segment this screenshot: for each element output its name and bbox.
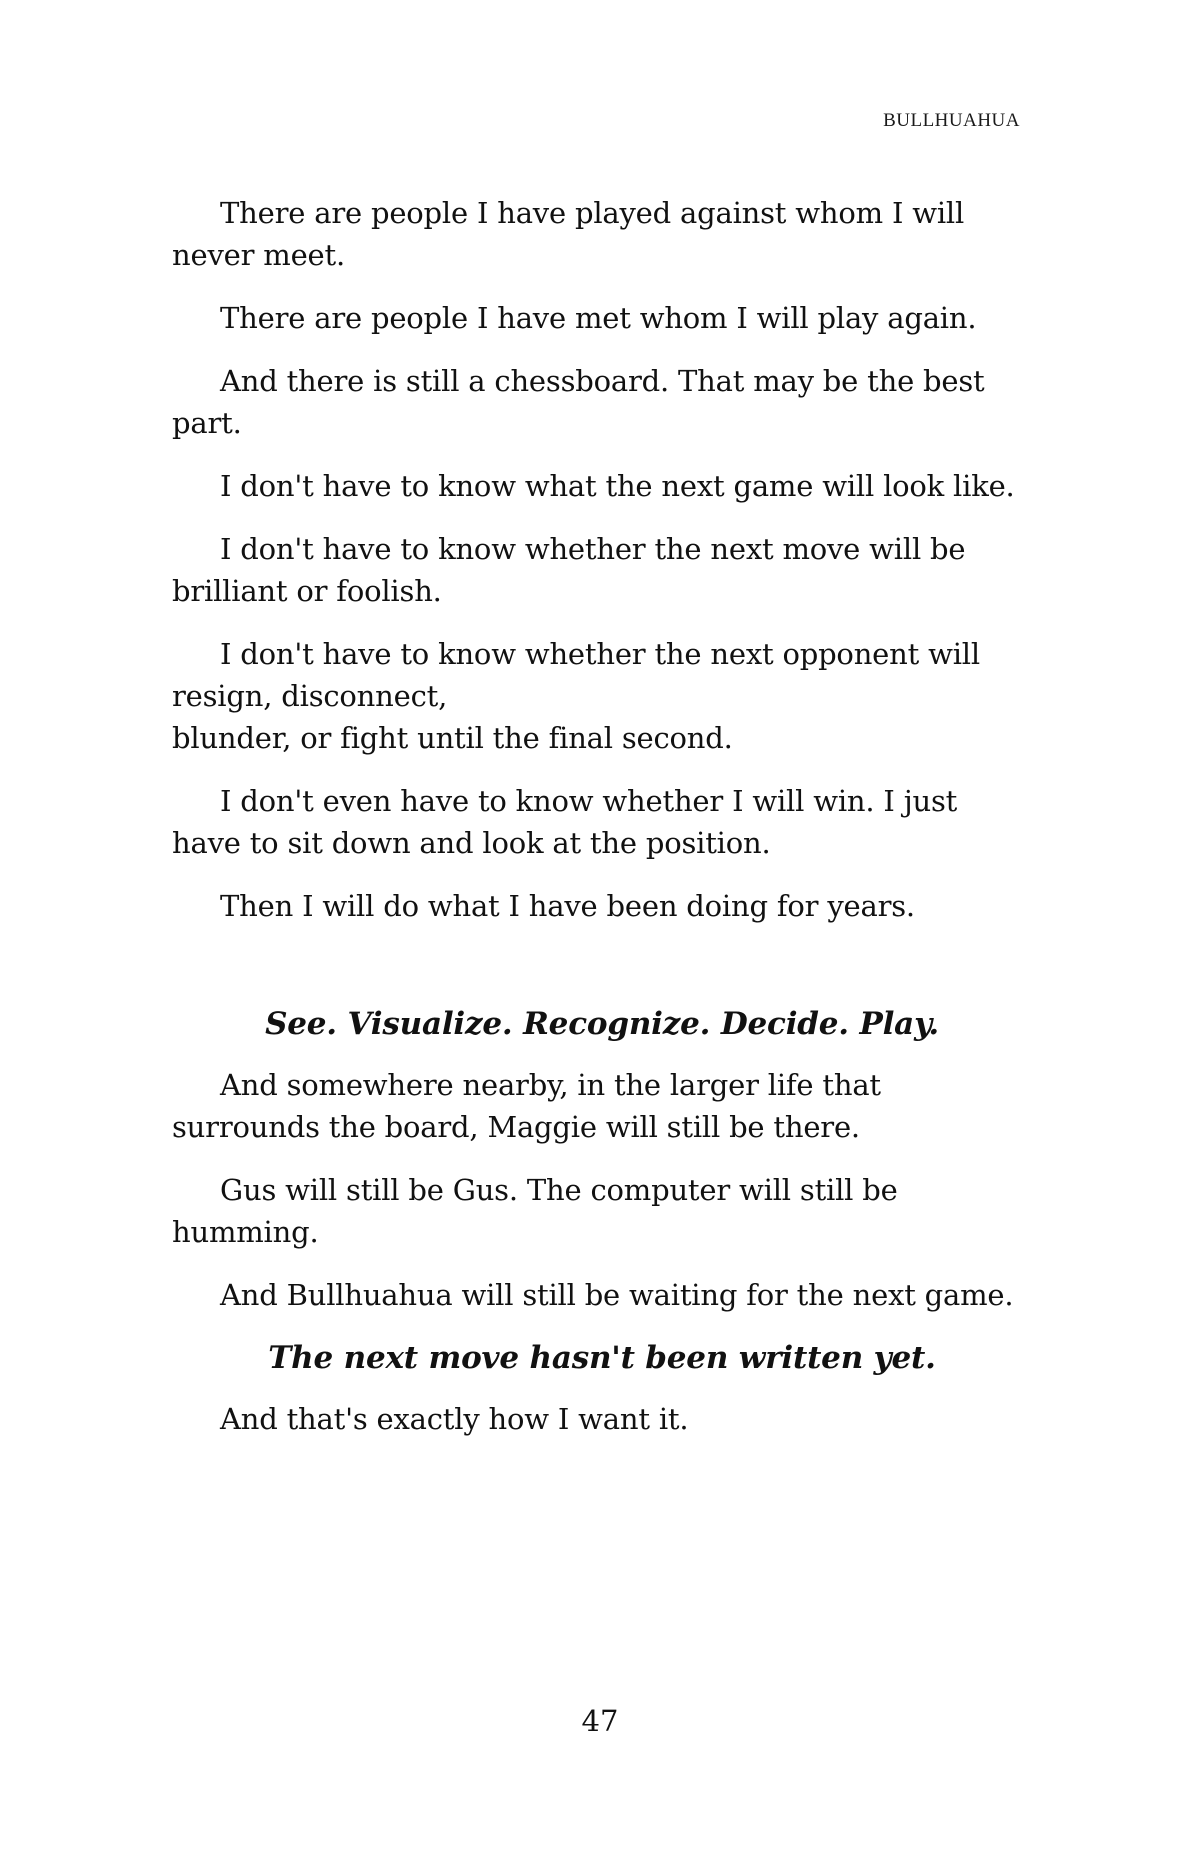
text-line: I don't have to know what the next game will look like. (220, 469, 1015, 503)
text-line: part. (172, 406, 242, 440)
text-line: There are people I have played against whom I will (220, 196, 965, 230)
text-line: I don't have to know whether the next move will be (220, 532, 966, 566)
body-text (172, 192, 1032, 1461)
text-line: And there is still a chessboard. That may be the best (220, 364, 985, 398)
text-line: I don't even have to know whether I will win. I just (220, 784, 958, 818)
emphasis-line: See. Visualize. Recognize. Decide. Play. (265, 1006, 939, 1042)
text-line: And somewhere nearby, in the larger life that (220, 1068, 881, 1102)
paragraph (172, 1064, 1032, 1148)
text-line: And Bullhuahua will still be waiting for the next game. (220, 1278, 1014, 1312)
text-line: brilliant or foolish. (172, 574, 442, 608)
text-line: I don't have to know whether the next opponent will (220, 637, 980, 671)
paragraph (172, 528, 1032, 612)
text-line: Then I will do what I have been doing for years. (220, 889, 915, 923)
paragraph (172, 192, 1032, 276)
paragraph (172, 633, 1032, 759)
paragraph (172, 780, 1032, 864)
paragraph (172, 1169, 1032, 1253)
text-line: There are people I have met whom I will play again. (220, 301, 977, 335)
page-number: 47 (581, 1704, 619, 1738)
text-line: blunder, or fight until the final second. (172, 721, 733, 755)
text-line: Gus will still be Gus. The computer will still be (220, 1173, 898, 1207)
paragraph (172, 465, 1032, 507)
paragraph (172, 360, 1032, 444)
emphasis-line: The next move hasn't been written yet. (268, 1340, 936, 1376)
text-line: resign, disconnect, (172, 679, 448, 713)
paragraph (172, 297, 1032, 339)
text-line: have to sit down and look at the position. (172, 826, 771, 860)
paragraph (172, 885, 1032, 927)
paragraph (172, 1398, 1032, 1440)
text-line: never meet. (172, 238, 345, 272)
text-line: And that's exactly how I want it. (220, 1402, 689, 1436)
paragraph (172, 1274, 1032, 1316)
text-line: humming. (172, 1215, 319, 1249)
running-head: BULLHUAHUA (883, 110, 1020, 131)
text-line: surrounds the board, Maggie will still be there. (172, 1110, 860, 1144)
